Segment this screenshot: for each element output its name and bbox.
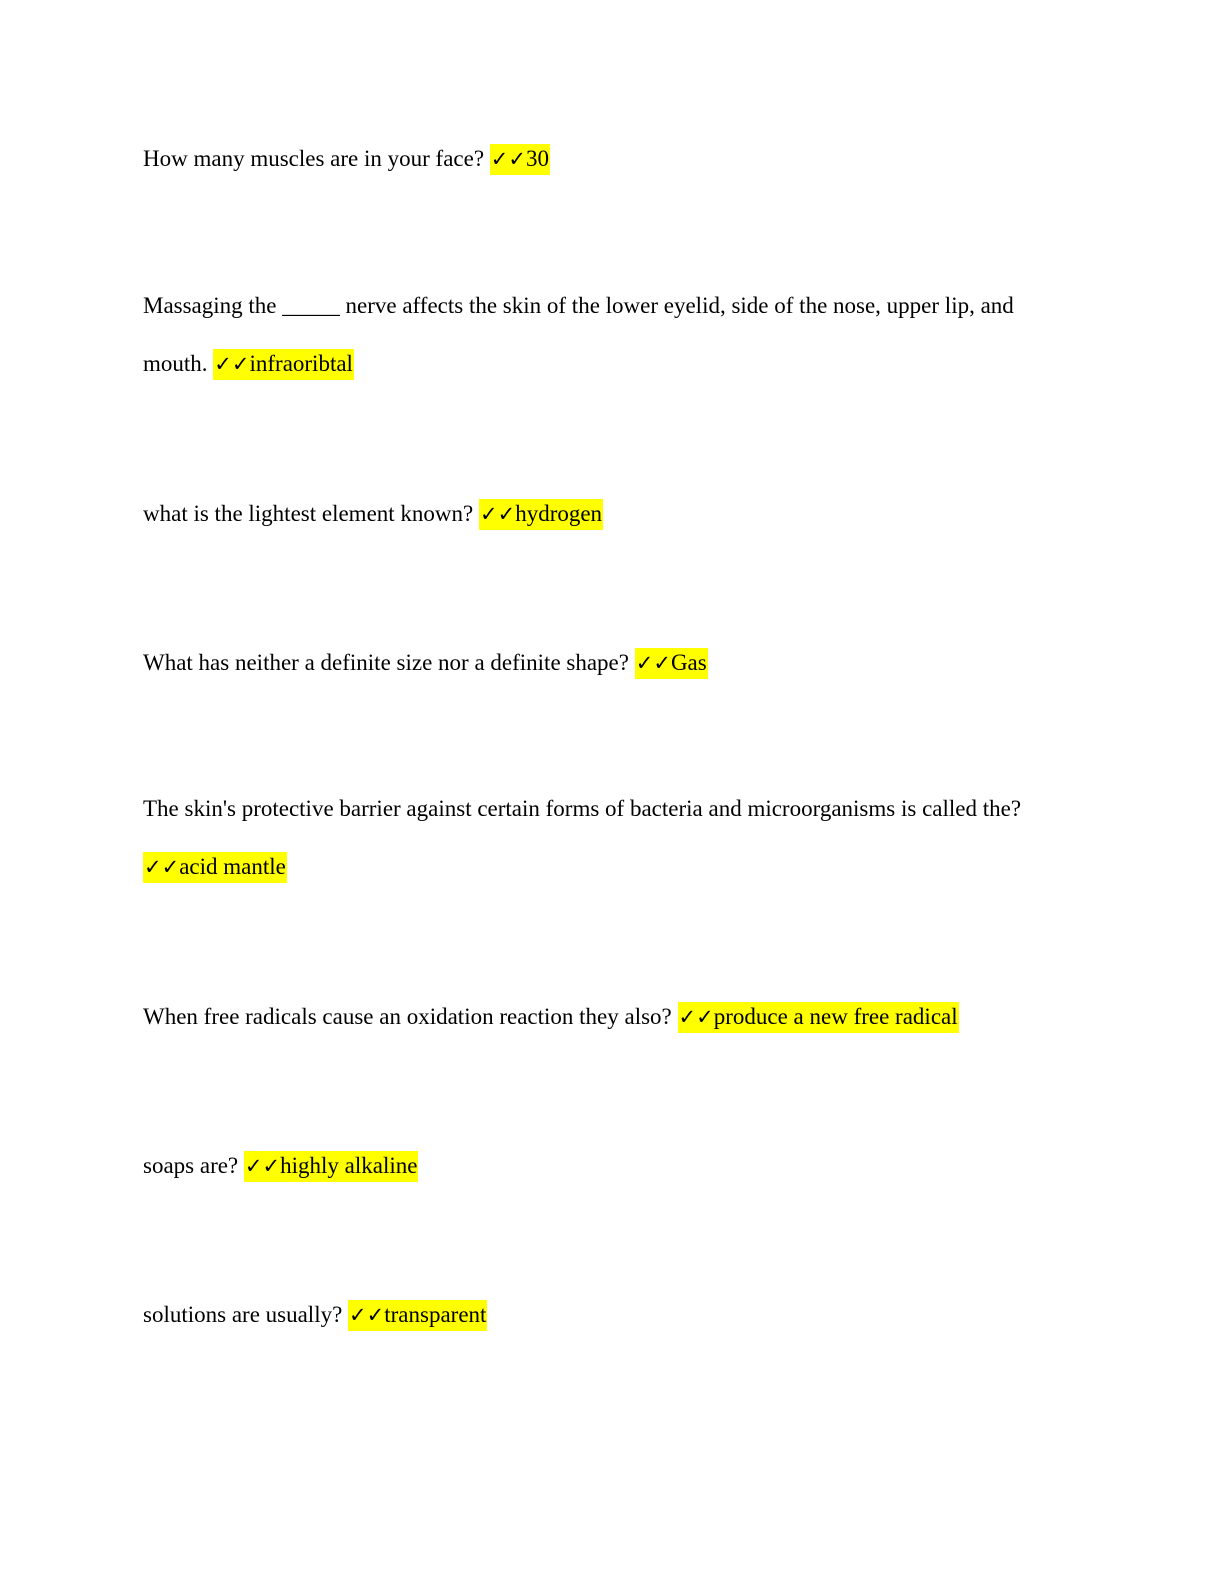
answer-text: highly alkaline [280,1153,418,1178]
answer-text: acid mantle [179,854,286,879]
qa-item-3 [143,485,1083,543]
qa-item-6 [143,988,1083,1046]
qa-item-2 [143,277,1083,393]
qa-item-8 [143,1286,1083,1344]
answer-text: 30 [526,146,549,171]
answer-highlight [244,1151,419,1182]
double-check-icon: ✓✓ [144,855,180,879]
answer-highlight [143,852,287,883]
question-text: solutions are usually? [143,1302,343,1327]
double-check-icon: ✓✓ [244,1154,281,1178]
answer-highlight [213,349,354,380]
answer-text: Gas [670,650,707,675]
question-text: what is the lightest element known? [143,501,474,526]
question-text: The skin's protective barrier against certain forms of bacteria and microorganisms is called the? [143,796,1022,821]
answer-text: produce a new free radical [713,1004,958,1029]
qa-item-4 [143,634,1083,692]
qa-item-5 [143,780,1083,896]
answer-highlight [635,648,708,679]
question-text: When free radicals cause an oxidation reaction they also? [143,1004,672,1029]
double-check-icon: ✓✓ [349,1303,385,1327]
answer-highlight [348,1300,487,1331]
answer-text: transparent [384,1302,487,1327]
answer-highlight [490,144,550,175]
double-check-icon: ✓✓ [479,502,516,526]
answer-text: infraoribtal [249,351,353,376]
answer-highlight [678,1002,959,1033]
double-check-icon: ✓✓ [678,1005,714,1029]
question-text: What has neither a definite size nor a definite shape? [143,650,629,675]
double-check-icon: ✓✓ [214,352,250,376]
double-check-icon: ✓✓ [635,651,671,675]
answer-highlight [479,499,603,530]
answer-text: hydrogen [515,501,603,526]
question-text: How many muscles are in your face? [143,146,485,171]
double-check-icon: ✓✓ [490,147,526,171]
qa-item-7 [143,1137,1083,1195]
question-text: soaps are? [143,1153,239,1178]
qa-item-1 [143,130,1083,188]
question-text: Massaging the _____ nerve affects the skin of the lower eyelid, side of the nose, upper lip, and mouth. [143,293,1014,376]
